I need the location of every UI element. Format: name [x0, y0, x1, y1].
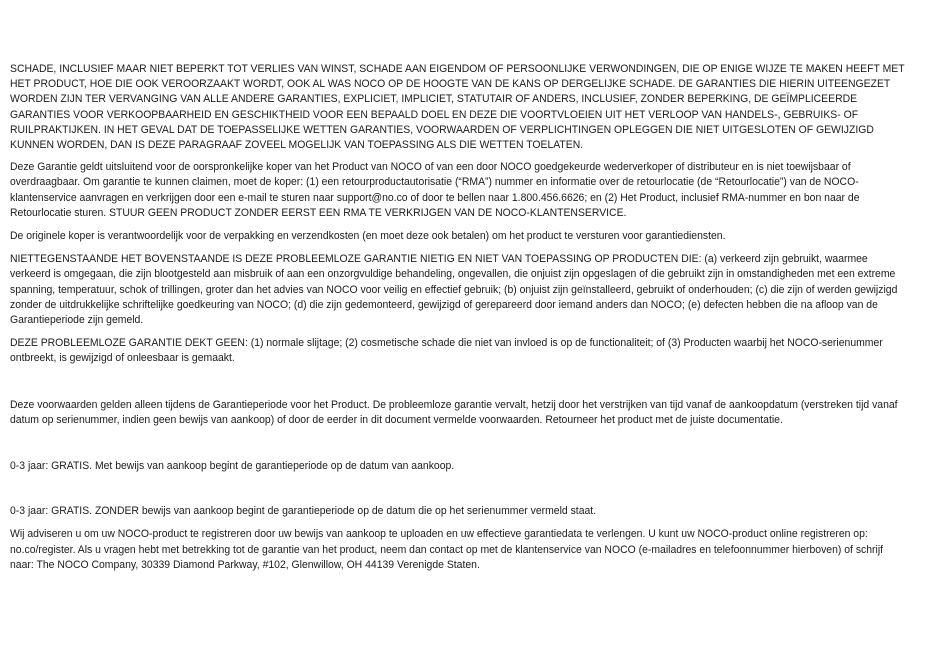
registration-contact-paragraph: Wij adviseren u om uw NOCO-product te registreren door uw bewijs van aankoop te uploaden en uw effectieve garantiedata te verlengen. U kunt uw NOCO-product online registreren op: no.co/register. Als u vragen hebt met betrekking tot de garantie van het product, neem dan contact op met de klantenservice van NOCO (e-mailadres en telefoonnummer hierboven) of schrijf naar: The NOCO Company, 30339 Diamond Parkway, #102, Glenwillow, OH 44139 Verenigde Staten.	[10, 528, 884, 571]
liability-disclaimer-paragraph: SCHADE, INCLUSIEF MAAR NIET BEPERKT TOT VERLIES VAN WINST, SCHADE AAN EIGENDOM OF PERSOONLIJKE VERWONDINGEN, DIE OP ENIGE WIJZE TE MAKEN HEEFT MET HET PRODUCT, HOE DIE OOK VEROORZAAKT WORDT, OOK AL WAS NOCO OP DE HOOGTE VAN DE KANS OP DERGELIJKE SCHADE. DE GARANTIES DIE HIERIN UITEENGEZET WORDEN ZIJN TER VERVANGING VAN ALLE ANDERE GARANTIES, EXPLICIET, IMPLICIET, STATUTAIR OF ANDERS, INCLUSIEF, ZONDER BEPERKING, DE GEÏMPLICEERDE GARANTIES VOOR VERKOOPBAARHEID EN GESCHIKTHEID VOOR EEN BEPAALD DOEL EN DEZE DIE VOORTVLOEIEN UIT HET VERLOOP VAN HANDELS-, GEBRUIKS- OF RUILPRAKTIJKEN. IN HET GEVAL DAT DE TOEPASSELIJKE WETTEN GARANTIES, VOORWAARDEN OF VERPLICHTINGEN OPLEGGEN DIE NIET UITGESLOTEN OF GEWIJZIGD KUNNEN WORDEN, DAN IS DEZE PARAGRAAF ZOVEEL MOGELIJK VAN TOEPASSING ALS DIE WETTEN TOELATEN.	[10, 63, 905, 152]
warranty-period-paragraph: Deze voorwaarden gelden alleen tijdens de Garantieperiode voor het Product. De probleemloze garantie vervalt, hetzij door het verstrijken van tijd vanaf de aankoopdatum (verstreken tijd vanaf datum op serienummer, indien geen bewijs van aankoop) of door de eerder in dit document vermelde voorwaarden. Retourneer het product met de juiste documentatie.	[10, 398, 898, 426]
coverage-without-proof-paragraph: 0-3 jaar: GRATIS. ZONDER bewijs van aankoop begint de garantieperiode op de datum die op het serienummer vermeld staat.	[10, 505, 597, 518]
warranty-void-paragraph: NIETTEGENSTAANDE HET BOVENSTAANDE IS DEZE PROBLEEMLOZE GARANTIE NIETIG EN NIET VAN TOEPASSING OP PRODUCTEN DIE: (a) verkeerd zijn gebruikt, waarmee verkeerd is omgegaan, die zijn blootgesteld aan misbruik of aan een onzorgvuldige behandeling, ongevallen, die onjuist zijn opgeslagen of die gebruikt zijn in omstandigheden met een extreme spanning, temperatuur, schok of trillingen, groter dan het advies van NOCO voor veilig en effectief gebruik; (b) onjuist zijn geïnstalleerd, gebruikt of onderhouden; (c) die zijn of werden gewijzigd zonder de uitdrukkelijke schriftelijke goedkeuring van NOCO; (d) die zijn gedemonteerd, gewijzigd of gerepareerd door iemand anders dan NOCO; (e) defecten hebben die na afloop van de Garantieperiode zijn gemeld.	[10, 253, 898, 327]
coverage-with-proof-paragraph: 0-3 jaar: GRATIS. Met bewijs van aankoop begint de garantieperiode op de datum van aankoop.	[10, 460, 455, 473]
warranty-document	[10, 62, 905, 573]
shipping-cost-paragraph: De originele koper is verantwoordelijk voor de verpakking en verzendkosten (en moet deze ook betalen) om het product te versturen voor garantiediensten.	[10, 230, 726, 243]
warranty-exclusions-paragraph: DEZE PROBLEEMLOZE GARANTIE DEKT GEEN: (1) normale slijtage; (2) cosmetische schade die niet van invloed is op de functionaliteit; of (3) Producten waarbij het NOCO-serienummer ontbreekt, is gewijzigd of onleesbaar is gemaakt.	[10, 337, 883, 365]
warranty-claim-paragraph: Deze Garantie geldt uitsluitend voor de oorspronkelijke koper van het Product van NOCO of van een door NOCO goedgekeurde wederverkoper of distributeur en is niet toewijsbaar of overdraagbaar. Om garantie te kunnen claimen, moet de koper: (1) een retourproductautorisatie (“RMA”) nummer en informatie over de retourlocatie (de “Retourlocatie”) van de NOCO-klantenservice aanvragen en verkrijgen door een e-mail te sturen naar support@no.co of door te bellen naar 1.800.456.6626; en (2) Het Product, inclusief RMA-nummer en bon naar de Retourlocatie sturen. STUUR GEEN PRODUCT ZONDER EERST EEN RMA TE VERKRIJGEN VAN DE NOCO-KLANTENSERVICE.	[10, 161, 860, 219]
